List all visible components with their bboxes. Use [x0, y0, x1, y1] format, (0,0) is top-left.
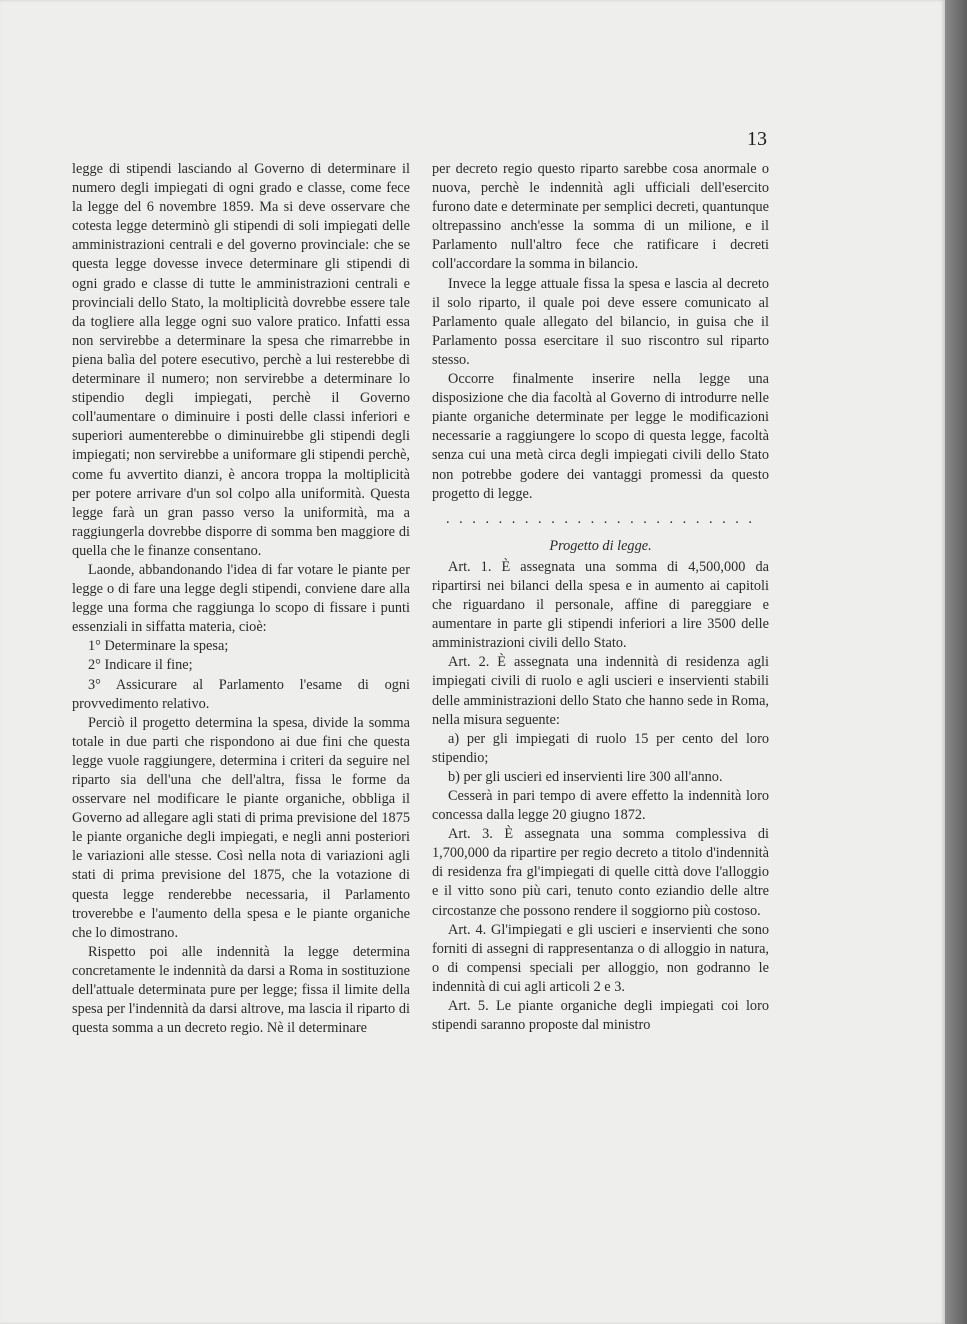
- article: Art. 1. È assegnata una somma di 4,500,000 da ripartirsi nei bilanci della spesa e in aumento ai capitoli che riguardano il personale, affine di pareggiare e aumentare in parte gli stipendi inferiori a lire 3500 delle amministrazioni civili dello Stato.: [432, 558, 769, 652]
- paragraph: Cesserà in pari tempo di avere effetto la indennità loro concessa dalla legge 20 giugno 1872.: [432, 788, 769, 824]
- left-column: [72, 160, 410, 1038]
- page-number: 13: [747, 128, 767, 150]
- ellipsis-separator: . . . . . . . . . . . . . . . . . . . . . . . .: [446, 510, 755, 527]
- page-edge: [945, 0, 967, 1324]
- list-item: 3° Assicurare al Parlamento l'esame di ogni provvedimento relativo.: [72, 676, 410, 712]
- article: Art. 4. Gl'impiegati e gli uscieri e inservienti che sono forniti di assegni di rappresentanza o di alloggio in natura, o di compensi speciali per alloggio, non godranno le indennità di cui agli articoli 2 e 3.: [432, 921, 769, 995]
- article: Art. 3. È assegnata una somma complessiva di 1,700,000 da ripartire per regio decreto a titolo d'indennità di residenza fra gl'impiegati di quelle città dove l'alloggio e il vitto sono più cari, tenuto conto eziandio delle altre circostanze che possono rendere il soggiorno più costoso.: [432, 826, 769, 919]
- article: Art. 5. Le piante organiche degli impiegati coi loro stipendi saranno proposte dal ministro: [432, 998, 769, 1034]
- paragraph: Laonde, abbandonando l'idea di far votare le piante per legge o di fare una legge degli stipendi, conviene dare alla legge una forma che raggiunga lo scopo di fissare i punti essenziali in siffatta materia, cioè:: [72, 561, 410, 636]
- right-column: [432, 160, 769, 1035]
- section-heading: Progetto di legge.: [549, 537, 652, 554]
- paragraph: Rispetto poi alle indennità la legge determina concretamente le indennità da darsi a Roma in sostituzione dell'attuale determinata pure per legge; fissa il limite della spesa per l'indennità da darsi altrove, ma lascia il riparto di questa somma a un decreto regio. Nè il determinare: [72, 943, 410, 1037]
- list-item: 2° Indicare il fine;: [88, 657, 193, 674]
- article: Art. 2. È assegnata una indennità di residenza agli impiegati civili di ruolo e agli uscieri e inservienti stabili delle amministrazioni dello Stato che hanno sede in Roma, nella misura seguente:: [432, 654, 769, 728]
- paragraph: Invece la legge attuale fissa la spesa e lascia al decreto il solo riparto, il quale poi deve essere comunicato al Parlamento quale allegato del bilancio, in guisa che il Parlamento possa esercitare il suo riscontro sul riparto stesso.: [432, 275, 769, 368]
- paragraph: legge di stipendi lasciando al Governo di determinare il numero degli impiegati di ogni grado e classe, come fece la legge del 6 novembre 1859. Ma si deve osservare che cotesta legge determinò gli stipendi di soli impiegati delle amministrazioni centrali e del governo provinciale: che se questa legge dovesse invece determinare gli stipendi di ogni grado e classe di tutte le amministrazioni centrali e provinciali dello Stato, la moltiplicità dovrebbe essere tale da togliere alla legge ogni suo valore pratico. Infatti essa non servirebbe a determinare la spesa che rimarrebbe in piena balìa del potere esecutivo, perchè a lui resterebbe di determinare il numero; non servirebbe a determinare lo stipendio degli impiegati, perchè il Governo coll'aumentare o diminuire i posti delle classi inferiori e superiori aumenterebbe o diminuirebbe gli stipendi degli impiegati; non servirebbe a uniformare gli stipendi perchè, come fu avvertito dianzi, è ancora troppa la moltiplicità per potere arrivare d'un sol colpo alla uniformità. Questa legge farà un gran passo verso la uniformità, ma a raggiungerla dovrebbe disporre di somma ben maggiore di quella che le finanze consentano.: [72, 161, 410, 559]
- paragraph: Perciò il progetto determina la spesa, divide la somma totale in due parti che rispondono ai due fini che questa legge vuole raggiungere, determina i criteri da seguire nel riparto sia dell'una che dell'altra, fissa le forme da osservare nel modificare le piante organiche, obbliga il Governo ad allegare agli stati di prima previsione del 1875 le piante organiche degli impiegati, e negli anni posteriori le variazioni alle stesse. Così nella nota di variazioni agli stati di prima previsione del 1875, che la votazione di questa legge renderebbe necessaria, il Parlamento troverebbe e l'aumento della spesa e le piante organiche che lo dimostrano.: [72, 714, 410, 941]
- paragraph: Occorre finalmente inserire nella legge una disposizione che dia facoltà al Governo di introdurre nelle piante organiche determinate per legge le modificazioni necessarie a raggiungere lo scopo di questa legge, facoltà senza cui una metà circa degli impiegati civili dello Stato non potrebbe godere dei vantaggi promessi da questo progetto di legge.: [432, 371, 769, 502]
- paragraph: per decreto regio questo riparto sarebbe cosa anormale o nuova, perchè le indennità agli ufficiali dell'esercito furono date e determinate per semplici decreti, quantunque oltrepassino anch'esse la somma di un milione, e il Parlamento null'altro fece che ratificare i decreti coll'accordare la somma in bilancio.: [432, 161, 769, 273]
- list-item: a) per gli impiegati di ruolo 15 per cento del loro stipendio;: [432, 730, 769, 766]
- list-item: b) per gli uscieri ed inservienti lire 300 all'anno.: [448, 768, 723, 785]
- list-item: 1° Determinare la spesa;: [88, 638, 229, 655]
